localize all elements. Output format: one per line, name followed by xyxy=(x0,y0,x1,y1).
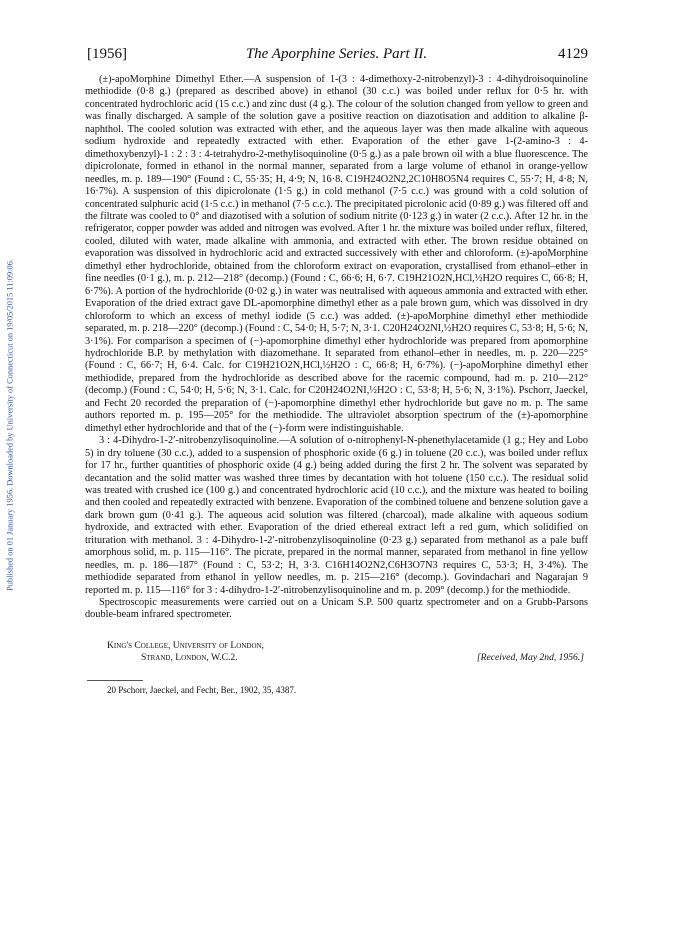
received-date: [Received, May 2nd, 1956.] xyxy=(476,651,584,663)
journal-page xyxy=(85,46,588,695)
affiliation-line-2: Strand, London, W.C.2. xyxy=(141,651,238,663)
article-body xyxy=(85,74,588,622)
header-title: The Aporphine Series. Part II. xyxy=(245,46,428,62)
download-watermark xyxy=(3,210,17,640)
header-year: [1956] xyxy=(87,46,127,62)
paragraph-apomorphine-dimethyl-ether: (±)-apoMorphine Dimethyl Ether.—A suspension of 1-(3 : 4-dimethoxy-2-nitrobenzyl)-3 : 4-dihydroisoquinoline methiodide (0·8 g.) (prepared as described above) in ethanol (30 c.c.) was boiled under reflux for 0·5 hr. with concentrated hydrochloric acid (15 c.c.) and zinc dust (4 g.). The colour of the solution changed from yellow to green and was finally discharged. A sample of the solution gave a positive reaction on diazotisation and addition to alkaline β-naphthol. The cooled solution was extracted with ether, and the aqueous layer was then made alkaline with aqueous sodium hydroxide and repeatedly extracted with ether. Evaporation of the ether gave 1-(2-amino-3 : 4-dimethoxybenzyl)-1 : 2 : 3 : 4-tetrahydro-2-methylisoquinoline (0·5 g.) as a pale brown oil with a blue fluorescence. The dipicrolonate, formed in ethanol in the normal manner, separated from a large volume of ethanol in orange-yellow needles, m. p. 189—190° (Found : C, 55·35; H, 4·9; N, 16·8. C19H24O2N2,2C10H8O5N4 requires C, 55·7; H, 4·8; N, 16·7%). A suspension of this dipicrolonate (1·5 g.) in cold methanol (7·5 c.c.) was ground with a cold solution of concentrated sulphuric acid (1·5 c.c.) in methanol (7·5 c.c.). The precipitated picrolonic acid (0·89 g.) was filtered off and the filtrate was cooled to 0° and diazotised with a solution of sodium nitrite (0·123 g.) in water (2 c.c.). After 12 hr. in the refrigerator, copper powder was added and nitrogen was evolved. After 1 hr. the mixture was boiled under reflux, filtered, cooled, diluted with water, made alkaline with ammonia, and extracted with ether. The brown residue obtained on evaporation was dissolved in hydrochloric acid and extracted successively with ether and chloroform. (±)-apoMorphine dimethyl ether hydrochloride, obtained from the chloroform extract on evaporation, crystallised from ethanol–ether in fine needles (0·1 g.), m. p. 212—218° (decomp.) (Found : C, 66·6; H, 6·7. C19H21O2N,HCl,½H2O requires C, 66·8; H, 6·7%). A portion of the hydrochloride (0·02 g.) in water was neutralised with aqueous ammonia and extracted with ether. Evaporation of the dried extract gave DL-apomorphine dimethyl ether as a pale brown gum, which was dissolved in dry chloroform to which an excess of methyl iodide (5 c.c.) was added. (±)-apoMorphine dimethyl ether methiodide separated, m. p. 218—220° (decomp.) (Found : C, 54·0; H, 5·7; N, 3·1. C20H24O2NI,½H2O requires C, 53·8; H, 5·6; N, 3·1%). For comparison a specimen of (−)-apomorphine dimethyl ether hydrochloride was prepared from apomorphine hydrochloride B.P. by methylation with diazomethane. It separated from ethanol–ether in needles, m. p. 220—225° (Found : C, 66·7; H, 6·4. Calc. for C19H21O2N,HCl,½H2O : C, 66·8; H, 6·7%). (−)-apoMorphine dimethyl ether methiodide, prepared from the hydrochloride as described above for the racemic compound, had m. p. 210—212° (decomp.) (Found : C, 54·0; H, 5·6; N, 3·1. Calc. for C20H24O2NI,½H2O : C, 53·8; H, 5·6; N, 3·1%). Pschorr, Jaeckel, and Fecht 20 recorded the preparation of (−)-apomorphine dimethyl ether hydrochloride but gave no m. p. The same authors reported m. p. 195—205° for the methiodide. The ultraviolet absorption spectrum of the (±)-apomorphine dimethyl ether hydrochloride and that of the (−)-form were indistinguishable. xyxy=(85,74,588,434)
affiliation-block xyxy=(85,640,588,666)
footnote-divider xyxy=(87,680,143,681)
paragraph-spectroscopic-measurements: Spectroscopic measurements were carried out on a Unicam S.P. 500 quartz spectrometer and on a Grubb-Parsons double-beam infrared spectrometer. xyxy=(85,597,588,621)
download-watermark-text: Published on 01 January 1956. Downloaded by University of Connecticut on 19/05/2015 11:09:06. xyxy=(5,259,15,591)
paragraph-dihydro-nitrobenzylisoquinoline: 3 : 4-Dihydro-1-2′-nitrobenzylisoquinoline.—A solution of o-nitrophenyl-N-phenethylacetamide (1 g.; Hey and Lobo 5) in dry toluene (30 c.c.), added to a suspension of phosphoric oxide (6 g.) in toluene (20 c.c.), was boiled under reflux for 17 hr., further quantities of phosphoric oxide (4 g.) being added during the first 2 hr. The solvent was separated by decantation and the solid matter was washed three times by decantation with hot toluene (150 c.c.). The residual solid was treated with crushed ice (100 g.) and concentrated hydrochloric acid (10 c.c.), and the mixture was heated to boiling and then cooled and repeatedly extracted with benzene. Evaporation of the combined toluene and benzene solution gave a dark brown gum (0·41 g.). The aqueous acid solution was filtered (charcoal), made alkaline with aqueous sodium hydroxide, and extracted with ether. Evaporation of the dried ethereal extract left a red gum, which solidified on trituration with methanol. 3 : 4-Dihydro-1-2′-nitrobenzylisoquinoline (0·23 g.) separated from methanol as a pale buff amorphous solid, m. p. 115—116°. The picrate, prepared in the normal manner, separated from methanol in fine yellow needles, m. p. 186—187° (Found : C, 53·2; H, 3·3. C16H14O2N2,C6H3O7N3 requires C, 53·3; H, 3·4%). The methiodide separated from ethanol in yellow needles, m. p. 215—216° (decomp.). Govindachari and Nagarajan 9 reported m. p. 115—116° for 3 : 4-dihydro-1-2′-nitrobenzylisoquinoline and m. p. 209° (decomp.) for the methiodide. xyxy=(85,435,588,596)
running-header xyxy=(85,46,588,68)
footnote-20: 20 Pschorr, Jaeckel, and Fecht, Ber., 1902, 35, 4387. xyxy=(107,684,297,695)
affiliation-line-1: King's College, University of London, xyxy=(107,639,264,651)
page-number: 4129 xyxy=(558,46,588,62)
